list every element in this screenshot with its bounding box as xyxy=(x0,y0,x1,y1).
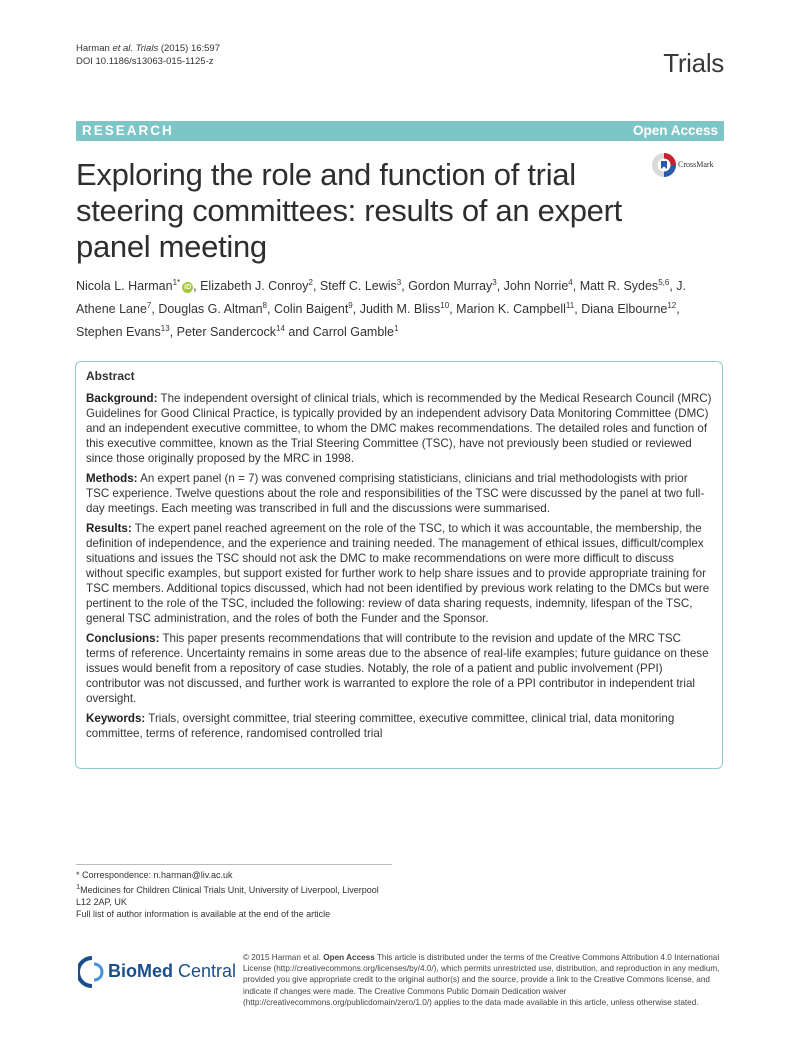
section-label: RESEARCH xyxy=(82,123,174,138)
author-affiliation-sup: 3 xyxy=(396,278,402,287)
affiliation xyxy=(76,881,396,908)
author-list xyxy=(76,273,726,342)
crossmark-badge[interactable] xyxy=(651,152,725,182)
crossmark-icon xyxy=(651,152,677,178)
author[interactable] xyxy=(580,279,670,293)
author[interactable] xyxy=(76,279,193,293)
author[interactable] xyxy=(177,325,285,339)
results-label: Results: xyxy=(86,522,132,535)
author-affiliation-sup: 1 xyxy=(394,324,399,334)
author-name: Colin Baigent xyxy=(273,302,349,317)
author-affiliation-sup: 4 xyxy=(568,278,573,287)
citation-prefix: Harman xyxy=(76,43,113,54)
footnotes xyxy=(76,864,396,920)
footnote-divider xyxy=(76,864,392,865)
biomed-text: BioMed xyxy=(108,961,173,981)
keywords-label: Keywords: xyxy=(86,712,146,725)
author[interactable] xyxy=(360,302,450,316)
affiliation-text: Medicines for Children Clinical Trials Unit, University of Liverpool, Liverpool L12 2AP, UK xyxy=(76,885,379,907)
author-affiliation-sup: 10 xyxy=(440,301,450,311)
author[interactable] xyxy=(504,279,573,293)
author-separator: , xyxy=(169,325,177,340)
author-affiliation-sup: 7 xyxy=(146,301,152,311)
author-affiliation-sup: 2 xyxy=(308,278,313,287)
biomed-central-logo[interactable] xyxy=(78,956,237,990)
citation-suffix: (2015) 16:597 xyxy=(158,43,220,54)
author[interactable] xyxy=(200,279,313,293)
citation-line xyxy=(76,42,220,55)
author-name: Peter Sandercock xyxy=(176,325,277,340)
author-separator: , xyxy=(193,279,201,294)
author-affiliation-sup: 1* xyxy=(172,278,181,287)
author-affiliation-sup: 8 xyxy=(262,301,267,311)
abstract-content xyxy=(86,369,712,746)
abstract-background xyxy=(86,391,712,466)
author-separator: , xyxy=(266,302,274,317)
biomed-central-icon xyxy=(78,956,106,988)
author-separator: , xyxy=(352,302,360,317)
author[interactable] xyxy=(456,302,574,316)
license-text xyxy=(243,952,725,1008)
results-text: The expert panel reached agreement on the role of the TSC, to which it was accountable, the membership, the definition of independence, and the experience and training needed. The management of ethical issues, difficult/complex situations and issues the TSC should not ask the DMC to make recommendations on were more difficult to discuss without specific examples, but support existed for further work to help share issues and to provide appropriate training for TSC members. Additional topics discussed, which had not been identified by previous work relating to the DMCs but were pertinent to the role of the TSC, included the following: review of data sharing requests, indemnity, lifespan of the TSC, general TSC administration, and the roles of both the Funder and the Sponsor. xyxy=(86,522,710,625)
author-name: Steff C. Lewis xyxy=(319,279,397,294)
author-name: Nicola L. Harman xyxy=(76,279,173,294)
author-separator: , xyxy=(401,279,409,294)
author-and: and xyxy=(284,325,313,340)
author-affiliation-sup: 14 xyxy=(276,324,285,334)
author-separator: , xyxy=(151,302,159,317)
central-text: Central xyxy=(173,961,237,981)
article-title: Exploring the role and function of trial steering committees: results of an expert panel meeting xyxy=(76,157,622,264)
author-name: Douglas G. Altman xyxy=(158,302,263,317)
author-separator: , xyxy=(676,302,680,317)
section-banner xyxy=(76,121,724,141)
author-separator: , xyxy=(496,279,504,294)
abstract-results xyxy=(86,521,712,626)
keywords-text: Trials, oversight committee, trial steering committee, executive committee, clinical trial, data monitoring committee, terms of reference, randomised controlled trial xyxy=(86,712,675,740)
background-text: The independent oversight of clinical trials, which is recommended by the Medical Research Council (MRC) Guidelines for Good Clinical Practice, is typically provided by an independent advisory Data Monitoring Committee (DMC) and an independent executive committee, to whom the DMC makes recommendations. The detailed roles and function of this executive committee, known as the Trial Steering Committee (TSC), have not previously been studied or reviewed since those originally proposed by the MRC in 1998. xyxy=(86,392,712,465)
author-name: Matt R. Sydes xyxy=(579,279,659,294)
author[interactable] xyxy=(408,279,497,293)
conclusions-text: This paper presents recommendations that will contribute to the revision and update of the MRC TSC terms of reference. Uncertainty remains in some areas due to the absence of real-life examples; future guidance on these issues would benefit from a repository of case studies. Notably, the role of a patient and public involvement (PPI) contributor was not discussed, and further work is warranted to explore the role of a PPI contributor in independent trial oversight. xyxy=(86,632,709,705)
author-separator: , xyxy=(449,302,457,317)
abstract-box xyxy=(75,361,723,769)
orcid-icon[interactable]: iD xyxy=(184,284,192,292)
full-list-note: Full list of author information is available at the end of the article xyxy=(76,909,331,919)
author-affiliation-sup: 13 xyxy=(160,324,170,334)
author[interactable] xyxy=(76,325,170,339)
author[interactable] xyxy=(581,302,676,316)
author-affiliation-sup: 3 xyxy=(492,278,497,287)
author-name: Diana Elbourne xyxy=(581,302,668,317)
license-prefix: © 2015 Harman et al. xyxy=(243,953,324,962)
biomed-central-text xyxy=(108,961,236,982)
author-name: Elizabeth J. Conroy xyxy=(200,279,309,294)
author-name: Gordon Murray xyxy=(408,279,493,294)
author-separator: , xyxy=(572,279,580,294)
author-name: Stephen Evans xyxy=(76,325,161,340)
author-name: Carrol Gamble xyxy=(312,325,395,340)
author-name: Judith M. Bliss xyxy=(359,302,441,317)
author-name: John Norrie xyxy=(503,279,569,294)
license-body: This article is distributed under the terms of the Creative Commons Attribution 4.0 International License (http://creativecommons.org/licenses/by/4.0/), which permits unrestricted use, distribution, and reproduction in any medium, provided you give appropriate credit to the original author(s) and the source, provide a link to the Creative Commons license, and indicate if changes were made. The Creative Commons Public Domain Dedication waiver (http://creativecommons.org/publicdomain/zero/1.0/) applies to the data made available in this article, unless otherwise stated. xyxy=(243,953,720,1007)
abstract-conclusions xyxy=(86,631,712,706)
author[interactable] xyxy=(320,279,401,293)
conclusions-label: Conclusions: xyxy=(86,632,160,645)
author[interactable] xyxy=(274,302,353,316)
author[interactable] xyxy=(158,302,267,316)
crossmark-label: CrossMark xyxy=(678,160,714,169)
author-separator: , xyxy=(312,279,320,294)
methods-label: Methods: xyxy=(86,472,138,485)
author-separator: , xyxy=(669,279,677,294)
background-label: Background: xyxy=(86,392,158,405)
journal-name: Trials xyxy=(663,48,724,78)
author-affiliation-sup: 11 xyxy=(565,301,575,311)
correspondence[interactable]: * Correspondence: n.harman@liv.ac.uk xyxy=(76,870,233,880)
citation-block xyxy=(76,42,220,68)
license-open-access: Open Access xyxy=(323,953,375,962)
author-affiliation-sup: 9 xyxy=(348,301,353,311)
citation-etal: et al. Trials xyxy=(112,43,159,54)
author-affiliation-sup: 5,6 xyxy=(658,278,670,287)
affiliation-sup: 1 xyxy=(76,882,81,891)
open-access-label: Open Access xyxy=(632,123,718,138)
author[interactable] xyxy=(313,325,399,339)
abstract-heading: Abstract xyxy=(86,369,135,383)
doi[interactable]: DOI 10.1186/s13063-015-1125-z xyxy=(76,56,214,67)
author-affiliation-sup: 12 xyxy=(667,301,677,311)
methods-text: An expert panel (n = 7) was convened comprising statisticians, clinicians and trial methodologists with prior TSC experience. Twelve questions about the role and responsibilities of the TSC were discussed by the panel at two full-day meetings. Each meeting was transcribed in full and the discussions were summarised. xyxy=(86,472,705,515)
author-separator: , xyxy=(574,302,582,317)
abstract-keywords xyxy=(86,711,712,741)
author-name: J. Athene Lane xyxy=(76,279,686,317)
author-name: Marion K. Campbell xyxy=(456,302,566,317)
abstract-methods xyxy=(86,471,712,516)
